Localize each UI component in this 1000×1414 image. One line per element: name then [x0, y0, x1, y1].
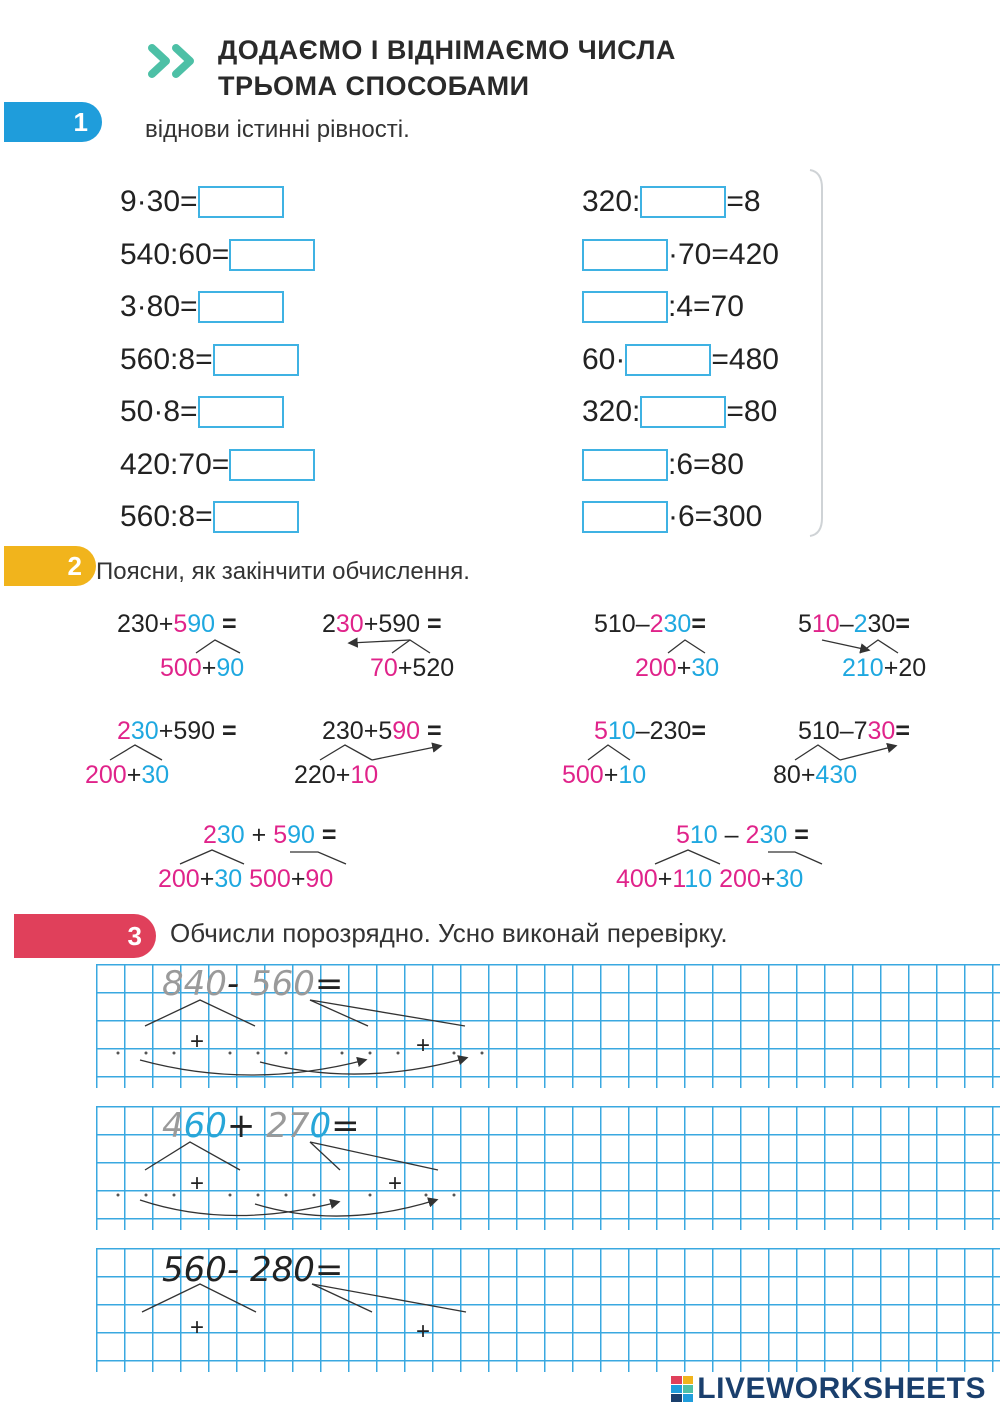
number: 840	[162, 964, 227, 1004]
number: 80	[773, 761, 801, 789]
equation-text: 420:70=	[120, 447, 230, 481]
operator: –	[839, 610, 854, 638]
digit: 90	[187, 610, 216, 638]
operator: +	[363, 717, 379, 745]
number: 30	[141, 761, 170, 789]
number: 280	[250, 1250, 315, 1290]
operator: +	[676, 654, 692, 682]
digit: 30	[663, 610, 692, 638]
number: 90	[305, 865, 334, 893]
digit: 30	[759, 821, 788, 849]
equals-sign: =	[895, 610, 910, 638]
digit: 5	[676, 821, 690, 849]
plus-sign: +	[190, 1028, 205, 1055]
digit: 30	[867, 717, 896, 745]
number: 90	[216, 654, 245, 682]
equation-text: 60·	[582, 342, 626, 376]
number: 30	[775, 865, 804, 893]
number: 20	[898, 654, 927, 682]
equation-text: 320:	[582, 185, 641, 219]
equation-text: 560:8=	[120, 342, 213, 376]
number: 200	[719, 865, 761, 893]
operator: -	[226, 1250, 240, 1290]
task-2-instruction: Поясни, як закінчити обчислення.	[96, 558, 470, 585]
equation-text: 540:60=	[120, 237, 230, 271]
equation-text: :6=80	[668, 447, 744, 481]
number: 230	[322, 717, 364, 745]
number: 230	[117, 610, 159, 638]
equation-text: =8	[726, 185, 761, 219]
digit: 2	[853, 610, 868, 638]
equation-text: =80	[726, 395, 778, 429]
digit: 30	[216, 821, 245, 849]
operator: –	[839, 717, 854, 745]
operator: +	[760, 865, 776, 893]
title-line2: ТРЬОМА СПОСОБАМИ	[218, 71, 530, 101]
equals-sign: =	[331, 1106, 360, 1146]
task-2-number: 2	[67, 550, 82, 581]
equals-sign: =	[314, 964, 344, 1004]
number: 10	[618, 761, 647, 789]
equation-text: 560:8=	[120, 500, 213, 534]
equals-sign: =	[321, 821, 337, 849]
digit: 0	[309, 1106, 332, 1146]
number: 230	[649, 717, 692, 745]
equals-sign: =	[222, 717, 237, 745]
equation-text: 320:	[582, 395, 641, 429]
operator: –	[635, 610, 650, 638]
digit: 2	[117, 717, 131, 745]
operator: +	[397, 654, 413, 682]
digit: 30	[867, 610, 896, 638]
number: 430	[815, 761, 858, 789]
equals-sign: =	[427, 717, 442, 745]
digit: 5	[798, 610, 812, 638]
operator: +	[657, 865, 673, 893]
digit: 7	[287, 1106, 310, 1146]
operator: –	[724, 821, 739, 849]
number: 70	[370, 654, 398, 682]
number: 210	[842, 654, 884, 682]
number: 510	[798, 717, 840, 745]
equals-sign: =	[691, 610, 706, 638]
task-1-instruction: віднови істинні рівності.	[145, 116, 410, 143]
task-1-number: 1	[73, 106, 88, 137]
plus-sign: +	[190, 1314, 205, 1341]
digit: 5	[273, 821, 288, 849]
number: 200	[158, 865, 200, 893]
liveworksheets-logo[interactable]	[671, 1372, 986, 1406]
number: 500	[249, 865, 291, 893]
task-3-number: 3	[127, 920, 142, 951]
number: 200	[635, 654, 677, 682]
digit: 1	[672, 865, 685, 893]
operator: -	[226, 964, 240, 1004]
equation-text: ·70=420	[668, 237, 779, 271]
digit: 90	[287, 821, 315, 849]
equation-text: :4=70	[668, 290, 744, 324]
number: 30	[691, 654, 720, 682]
plus-sign: +	[388, 1170, 403, 1197]
digit: 2	[649, 610, 664, 638]
operator: +	[883, 654, 899, 682]
operator: +	[199, 865, 215, 893]
digit: 10	[607, 717, 636, 745]
operator: +	[201, 654, 217, 682]
digit: 7	[853, 717, 868, 745]
operator: +	[158, 610, 174, 638]
logo-text: LIVEWORKSHEETS	[697, 1372, 986, 1405]
digit: 2	[322, 610, 336, 638]
equation-text: 3·80=	[120, 290, 198, 324]
operator: +	[158, 717, 174, 745]
plus-sign: +	[190, 1170, 205, 1197]
number: 500	[562, 761, 604, 789]
task-3-instruction: Обчисли порозрядно. Усно виконай перевірку.	[170, 918, 728, 948]
number: 220	[294, 761, 336, 789]
operator: +	[335, 761, 351, 789]
digit: 10	[684, 865, 713, 893]
equation-text: =480	[711, 342, 779, 376]
number: 500	[160, 654, 202, 682]
equation-text: 9·30=	[120, 185, 198, 219]
digit: 2	[203, 821, 217, 849]
equals-sign: =	[794, 821, 809, 849]
operator: +	[603, 761, 619, 789]
number: 200	[85, 761, 127, 789]
digit: 2	[266, 1106, 288, 1146]
plus-sign: +	[416, 1318, 431, 1345]
digit: 4	[162, 1106, 184, 1146]
title-line1: ДОДАЄМО І ВІДНІМАЄМО ЧИСЛА	[218, 35, 676, 65]
digit: 10	[811, 610, 840, 638]
digit: 90	[392, 717, 421, 745]
digit: 5	[173, 610, 188, 638]
equation-text: 50·8=	[120, 395, 198, 429]
digit: 30	[335, 610, 364, 638]
operator: +	[226, 1106, 256, 1146]
operator: +	[251, 821, 267, 849]
operator: +	[290, 865, 306, 893]
number: 560	[250, 964, 315, 1004]
number: 590	[173, 717, 216, 745]
number: 560	[162, 1250, 227, 1290]
operator: –	[635, 717, 650, 745]
number: 520	[412, 654, 455, 682]
number: 10	[350, 761, 379, 789]
number: 590	[378, 610, 421, 638]
equals-sign: =	[691, 717, 706, 745]
equation-text: ·6=300	[668, 500, 763, 534]
plus-sign: +	[416, 1032, 431, 1059]
digit: 30	[130, 717, 159, 745]
digit: 5	[594, 717, 608, 745]
equals-sign: =	[314, 1250, 344, 1290]
equals-sign: =	[895, 717, 910, 745]
digit: 60	[183, 1106, 227, 1146]
equals-sign: =	[222, 610, 237, 638]
number: 400	[616, 865, 658, 893]
number: 510	[594, 610, 636, 638]
logo-icon	[671, 1376, 693, 1402]
digit: 2	[745, 821, 760, 849]
number: 30	[214, 865, 243, 893]
operator: +	[800, 761, 816, 789]
digit: 10	[689, 821, 718, 849]
equals-sign: =	[427, 610, 442, 638]
digit: 5	[378, 717, 393, 745]
operator: +	[126, 761, 142, 789]
operator: +	[363, 610, 379, 638]
